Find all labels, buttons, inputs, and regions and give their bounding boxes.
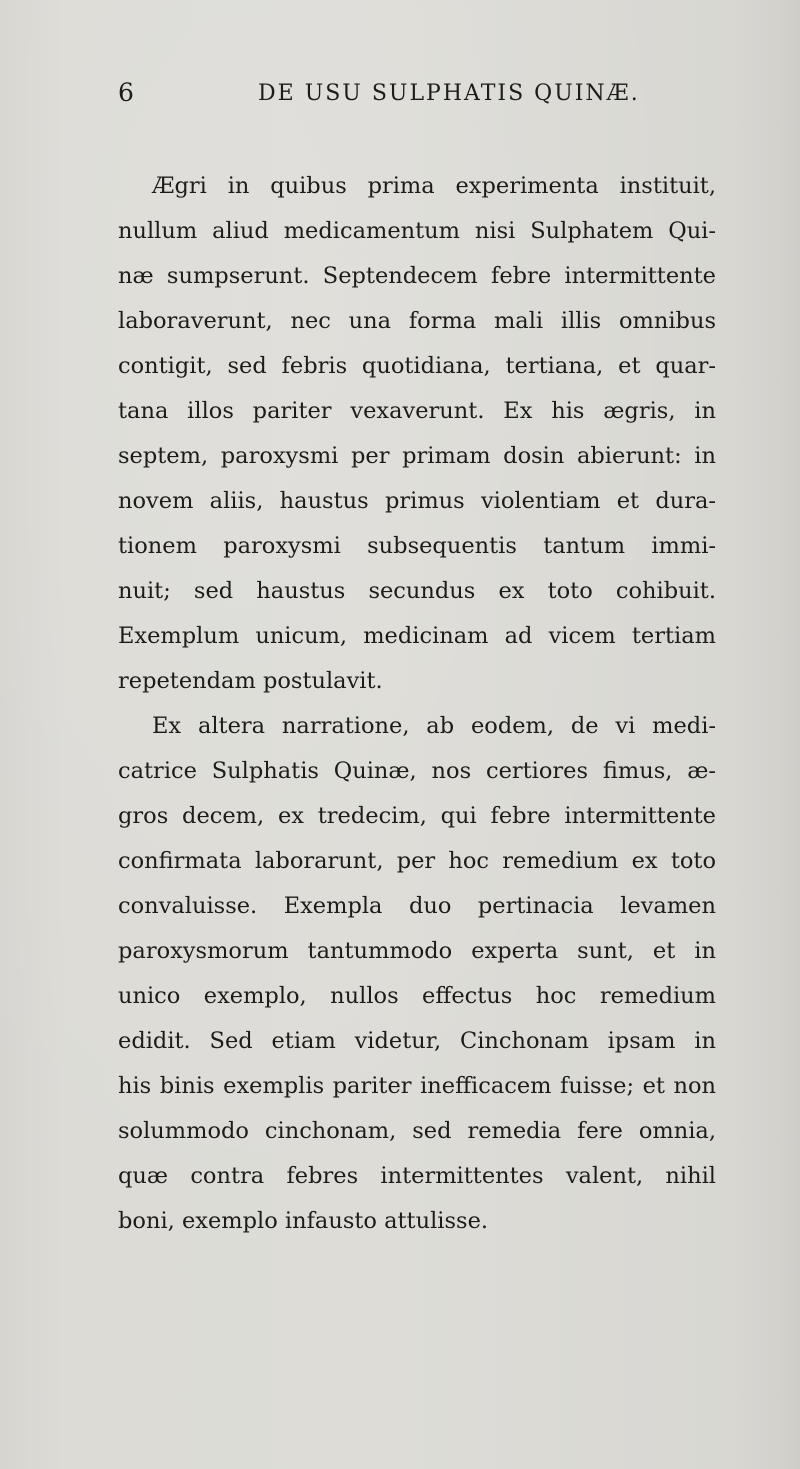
page-number: 6 [118, 78, 134, 107]
text-line: confirmata laborarunt, per hoc remedium ex toto [118, 848, 716, 874]
paragraph-2 [118, 704, 716, 1244]
text-line: nullum aliud medicamentum nisi Sulphatem Qui- [118, 218, 716, 244]
body-text [118, 164, 716, 1244]
text-line: paroxysmorum tantummodo experta sunt, et in [118, 938, 716, 964]
text-line: novem aliis, haustus primus violentiam et dura- [118, 488, 716, 514]
text-line: laboraverunt, nec una forma mali illis omnibus [118, 308, 716, 334]
text-line: boni, exemplo infausto attulisse. [118, 1208, 489, 1234]
running-head: DE USU SULPHATIS QUINÆ. [258, 81, 640, 106]
text-line: Ægri in quibus prima experimenta instituit, [152, 173, 716, 199]
text-line: tionem paroxysmi subsequentis tantum immi- [118, 533, 716, 559]
text-line: contigit, sed febris quotidiana, tertiana, et quar- [118, 353, 716, 379]
text-line: Exemplum unicum, medicinam ad vicem tertiam [118, 623, 716, 649]
text-line: Ex altera narratione, ab eodem, de vi medi- [152, 713, 716, 739]
text-line: tana illos pariter vexaverunt. Ex his ægris, in [118, 398, 716, 424]
text-line: edidit. Sed etiam videtur, Cinchonam ipsam in [118, 1028, 716, 1054]
text-line: his binis exemplis pariter inefficacem fuisse; et non [118, 1073, 716, 1099]
page-header [0, 78, 800, 118]
text-line: convaluisse. Exempla duo pertinacia levamen [118, 893, 716, 919]
text-line: nuit; sed haustus secundus ex toto cohibuit. [118, 578, 716, 604]
text-line: repetendam postulavit. [118, 668, 383, 694]
paragraph-1 [118, 164, 716, 704]
text-line: gros decem, ex tredecim, qui febre intermittente [118, 803, 716, 829]
text-line: catrice Sulphatis Quinæ, nos certiores fimus, æ- [118, 758, 716, 784]
text-line: quæ contra febres intermittentes valent, nihil [118, 1163, 716, 1189]
text-line: septem, paroxysmi per primam dosin abierunt: in [118, 443, 716, 469]
text-line: næ sumpserunt. Septendecem febre intermittente [118, 263, 716, 289]
text-line: unico exemplo, nullos effectus hoc remedium [118, 983, 716, 1009]
text-line: solummodo cinchonam, sed remedia fere omnia, [118, 1118, 716, 1144]
